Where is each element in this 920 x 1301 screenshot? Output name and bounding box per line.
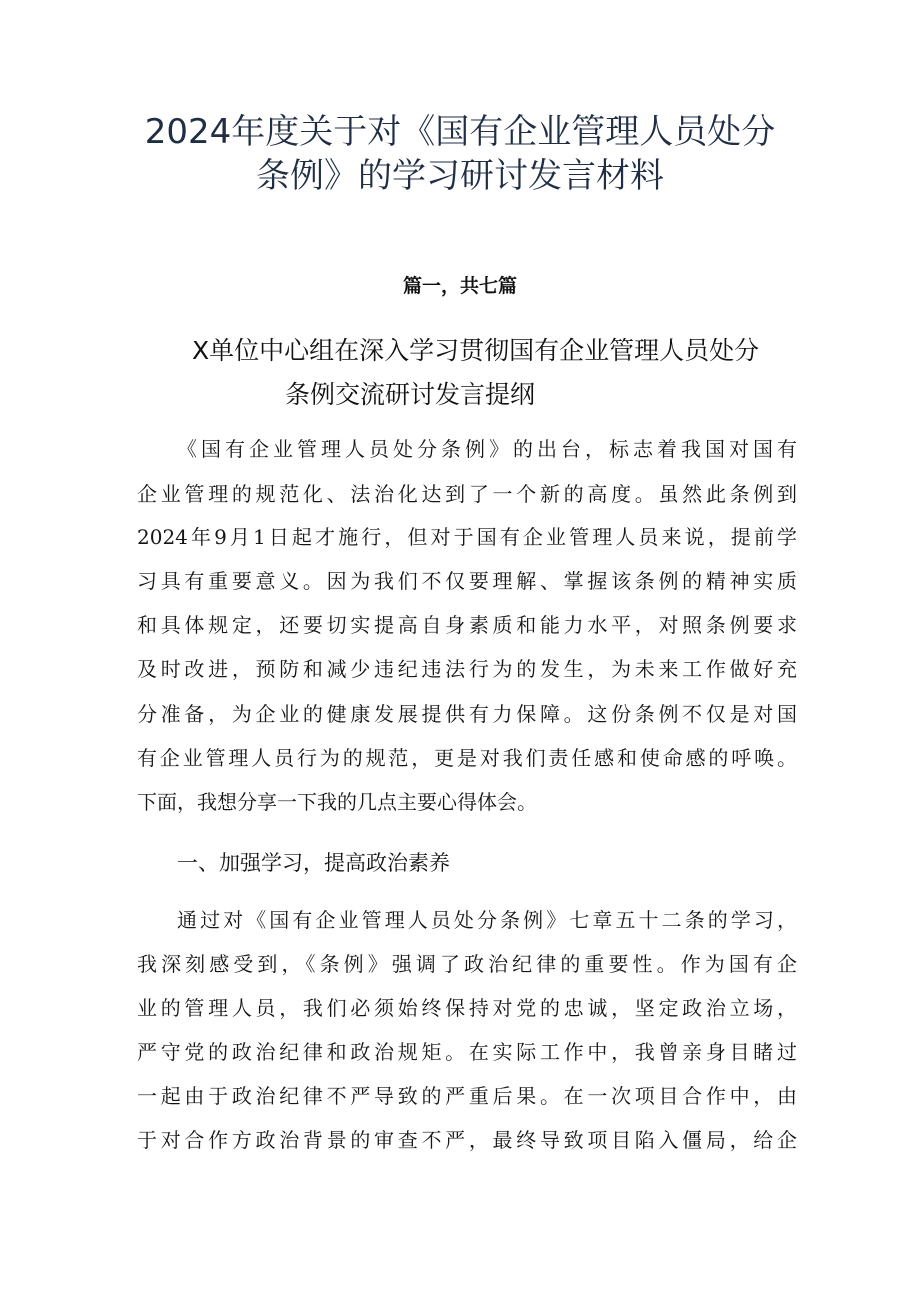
subtitle-line-1: X单位中心组在深入学习贯彻国有企业管理人员处分 [192,336,760,365]
paragraph2-line: 严守党的政治纪律和政治规矩。在实际工作中，我曾亲身目睹过 [137,1040,797,1064]
paragraph1-line: 下面，我想分享一下我的几点主要心得体会。 [137,790,537,814]
paragraph2-line: 业的管理人员，我们必须始终保持对党的忠诚，坚定政治立场， [137,996,797,1020]
section-label: 篇一，共七篇 [402,275,517,297]
paragraph1-line: 2024年9月1日起才施行，但对于国有企业管理人员来说，提前学 [137,525,797,549]
paragraph1-line: 企业管理的规范化、法治化达到了一个新的高度。虽然此条例到 [137,482,797,506]
paragraph1-line: 有企业管理人员行为的规范，更是对我们责任感和使命感的呼唤。 [137,746,797,770]
paragraph1-line: 及时改进，预防和减少违纪违法行为的发生，为未来工作做好充 [137,657,797,681]
document-title-line-1: 2024年度关于对《国有企业管理人员处分 [144,112,776,152]
paragraph2-line: 通过对《国有企业管理人员处分条例》七章五十二条的学习， [177,908,797,932]
paragraph2-line: 我深刻感受到，《条例》强调了政治纪律的重要性。作为国有企 [137,952,797,976]
subtitle-line-2: 条例交流研讨发言提纲 [285,380,536,409]
paragraph2-line: 一起由于政治纪律不严导致的严重后果。在一次项目合作中，由 [137,1084,797,1108]
paragraph1-line: 习具有重要意义。因为我们不仅要理解、掌握该条例的精神实质 [137,569,797,593]
paragraph1-line: 和具体规定，还要切实提高自身素质和能力水平，对照条例要求 [137,613,797,637]
paragraph1-line: 《国有企业管理人员处分条例》的出台，标志着我国对国有 [177,437,797,461]
paragraph2-line: 于对合作方政治背景的审查不严，最终导致项目陷入僵局，给企 [137,1128,797,1152]
document-title-line-2: 条例》的学习研讨发言材料 [256,156,664,196]
paragraph1-line: 分准备，为企业的健康发展提供有力保障。这份条例不仅是对国 [137,702,797,726]
section-heading-1: 一、加强学习，提高政治素养 [177,851,450,875]
